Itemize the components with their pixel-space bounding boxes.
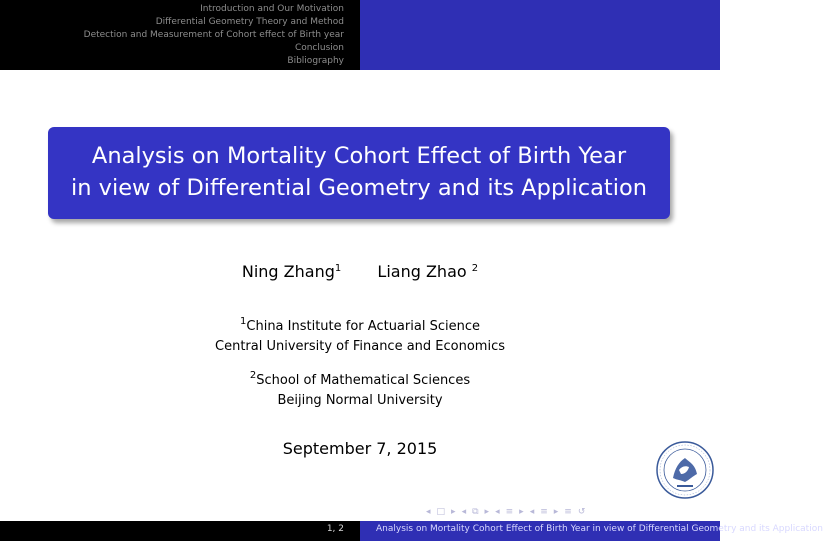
nav-search-back-icon[interactable]: ↺ (577, 507, 586, 517)
institution-1 (0, 317, 720, 357)
institution-name: China Institute for Actuarial Science (246, 319, 480, 334)
nav-next-icon[interactable]: ▸ (519, 507, 524, 517)
footer-short-title: Analysis on Mortality Cohort Effect of Birth Year in view of Differential Geometry and its Application (376, 524, 823, 534)
section-navigation (84, 3, 344, 68)
nav-prev-icon[interactable]: ◂ (529, 507, 535, 517)
nav-next-icon[interactable]: ▸ (553, 507, 559, 517)
author-name: Ning Zhang (241, 262, 335, 281)
headline-bar (0, 0, 720, 70)
section-link-differential-geometry[interactable]: Differential Geometry Theory and Method (155, 17, 344, 27)
nav-section-icon[interactable]: ≡ (505, 507, 514, 517)
footer-page-number: 1, 2 (326, 524, 344, 534)
headline-left (0, 0, 360, 70)
university-seal-icon (655, 440, 715, 500)
beamer-navigation-controls (426, 505, 585, 519)
section-link-detection[interactable]: Detection and Measurement of Cohort effect of Birth year (83, 30, 344, 40)
title-block (48, 127, 670, 219)
footline-right (360, 521, 823, 541)
footline-left (0, 521, 360, 541)
nav-prev-icon[interactable]: ◂ (426, 507, 431, 517)
nav-next-icon[interactable]: ▸ (451, 507, 456, 517)
author-list (0, 262, 720, 281)
nav-prev-icon[interactable]: ◂ (495, 507, 500, 517)
nav-subsection-icon[interactable]: ⧉ (472, 507, 479, 517)
footline-bar (0, 521, 823, 541)
institution-name: School of Mathematical Sciences (256, 373, 471, 388)
institution-2 (0, 371, 720, 411)
title-line-1: Analysis on Mortality Cohort Effect of Birth Year (91, 143, 627, 169)
section-link-bibliography[interactable]: Bibliography (287, 56, 344, 66)
institution-university: Central University of Finance and Economics (215, 339, 505, 354)
section-link-conclusion[interactable]: Conclusion (294, 43, 344, 53)
author-name: Liang Zhao (377, 262, 467, 281)
nav-document-icon[interactable]: ≡ (540, 507, 548, 517)
author-mark: 1 (334, 263, 342, 274)
nav-frame-icon[interactable]: □ (436, 507, 446, 517)
presentation-date: September 7, 2015 (282, 439, 438, 458)
nav-next-icon[interactable]: ▸ (484, 507, 490, 517)
section-link-introduction[interactable]: Introduction and Our Motivation (200, 4, 344, 14)
nav-menu-icon[interactable]: ≡ (564, 507, 572, 517)
institution-university: Beijing Normal University (277, 393, 443, 408)
institution-mark: 2 (249, 370, 257, 381)
author-mark: 2 (471, 263, 479, 274)
headline-right (360, 0, 720, 70)
institution-mark: 1 (240, 316, 247, 327)
title-line-2: in view of Differential Geometry and its Application (70, 175, 647, 201)
nav-prev-icon[interactable]: ◂ (461, 507, 467, 517)
